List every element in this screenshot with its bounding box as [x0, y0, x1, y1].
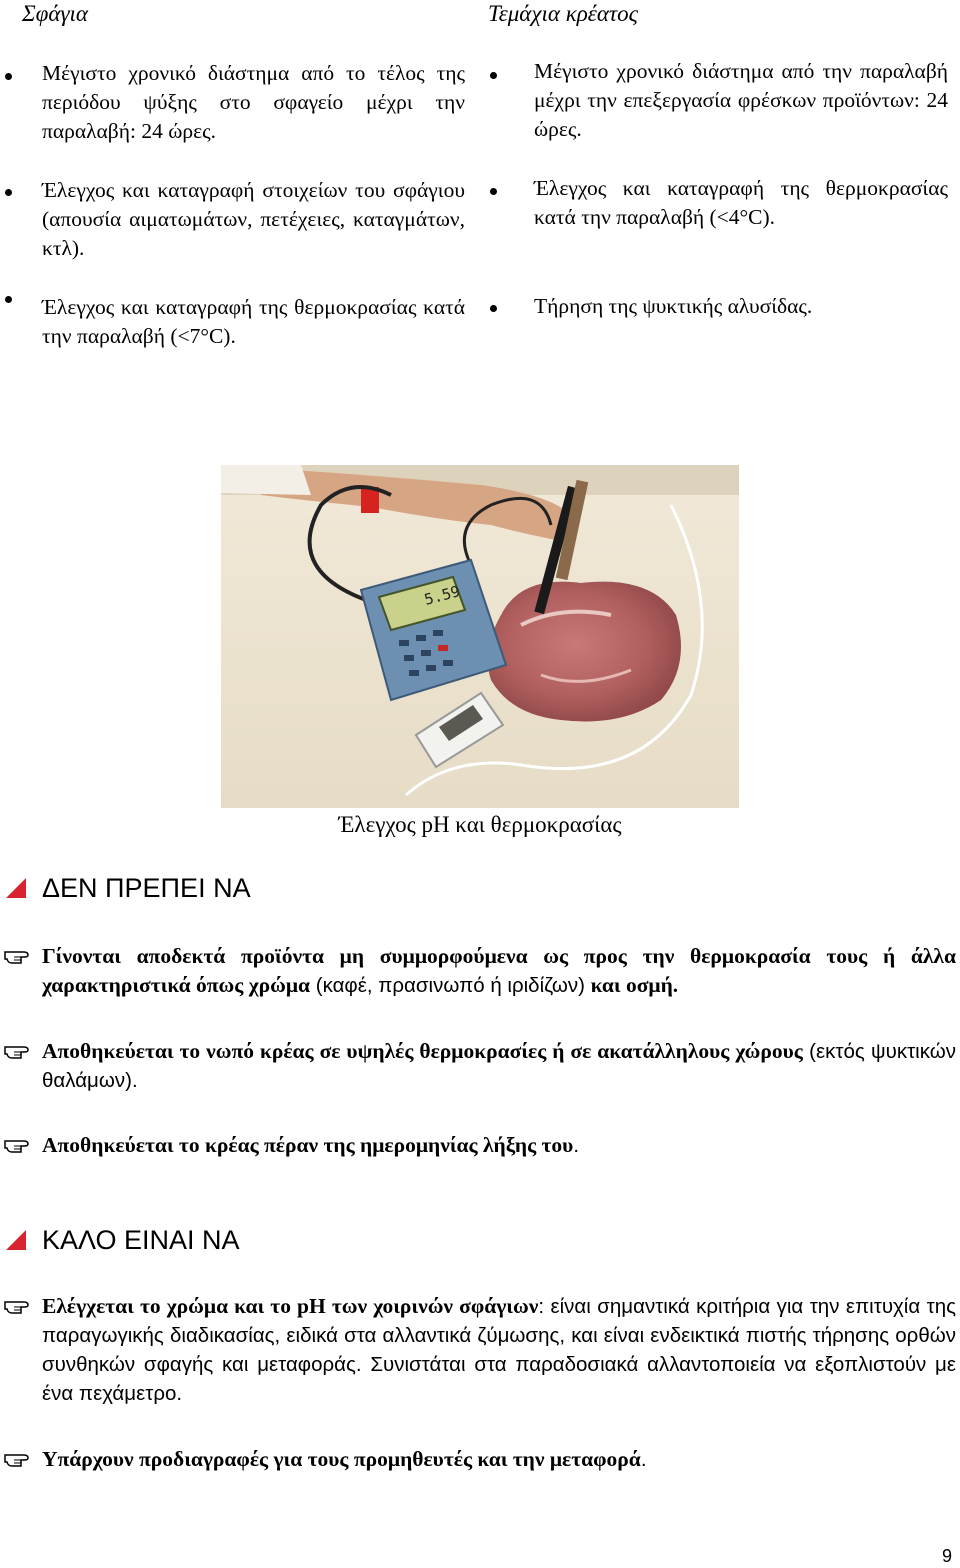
dont-item-2: Αποθηκεύεται το νωπό κρέας σε υψηλές θερμοκρασίες ή σε ακατάλληλους χώρους (εκτός ψυκτικών θαλάμων). — [42, 1039, 956, 1092]
bullet-icon — [5, 189, 12, 196]
red-triangle-icon — [6, 1230, 26, 1250]
ph-meter-photo — [221, 465, 739, 808]
dont-item-3: Αποθηκεύεται το κρέας πέραν της ημερομηνίας λήξης του. — [42, 1133, 580, 1157]
pointing-hand-icon — [4, 1296, 34, 1316]
pointing-hand-icon — [4, 1041, 34, 1061]
pointing-hand-icon — [4, 1449, 34, 1469]
bullet-icon — [490, 72, 497, 79]
meter-reading: 5.59 — [422, 582, 462, 609]
left-column-heading: Σφάγια — [22, 1, 88, 26]
right-bullet-3: Τήρηση της ψυκτικής αλυσίδας. — [534, 294, 813, 318]
right-bullet-1: Μέγιστο χρονικό διάστημα από την παραλαβή μέχρι την επεξεργασία φρέσκων προϊόντων: 24 ώρες. — [534, 59, 948, 141]
bullet-icon — [490, 305, 497, 312]
right-bullet-2: Έλεγχος και καταγραφή της θερμοκρασίας κατά την παραλαβή (<4°C). — [534, 176, 948, 229]
good-item-1: Ελέγχεται το χρώμα και το pH των χοιρινών σφάγιων: είναι σημαντικά κριτήρια για την επιτυχία της παραγωγικής διαδικασίας, ειδικά στα αλλαντικά ζύμωσης, και είναι ενδεικτικά πιστής τήρησης ορθών συνθηκών σφαγής και μεταφοράς. Συνιστάται στα παραδοσιακά αλλαντοποιεία να εξοπλιστούν με ένα πεχάμετρο. — [42, 1294, 957, 1405]
pointing-hand-icon — [4, 1135, 34, 1155]
dont-item-1: Γίνονται αποδεκτά προϊόντα μη συμμορφούμενα ως προς την θερμοκρασία τους ή άλλα χαρακτηριστικά όπως χρώμα (καφέ, πρασινωπό ή ιριδίζων) και οσμή. — [42, 944, 956, 997]
page-number: 9 — [942, 1546, 953, 1566]
bullet-icon — [5, 73, 12, 80]
dont-section-heading: ΔΕΝ ΠΡΕΠΕΙ ΝΑ — [42, 873, 251, 903]
bullet-icon — [5, 296, 12, 303]
bullet-icon — [490, 188, 497, 195]
pointing-hand-icon — [4, 946, 34, 966]
good-section-heading: ΚΑΛΟ ΕΙΝΑΙ ΝΑ — [42, 1225, 240, 1255]
red-triangle-icon — [6, 878, 26, 898]
photo-caption: Έλεγχος pH και θερμοκρασίας — [338, 812, 622, 837]
left-bullet-1: Μέγιστο χρονικό διάστημα από το τέλος της περιόδου ψύξης στο σφαγείο μέχρι την παραλαβή: 24 ώρες. — [42, 61, 465, 143]
right-column-heading: Τεμάχια κρέατος — [488, 1, 638, 26]
left-bullet-2: Έλεγχος και καταγραφή στοιχείων του σφάγιου (απουσία αιματωμάτων, πετέχειες, καταγμάτων, κτλ). — [42, 178, 465, 260]
left-bullet-3: Έλεγχος και καταγραφή της θερμοκρασίας κατά την παραλαβή (<7°C). — [42, 295, 465, 348]
good-item-2: Υπάρχουν προδιαγραφές για τους προμηθευτές και την μεταφορά. — [42, 1447, 647, 1471]
